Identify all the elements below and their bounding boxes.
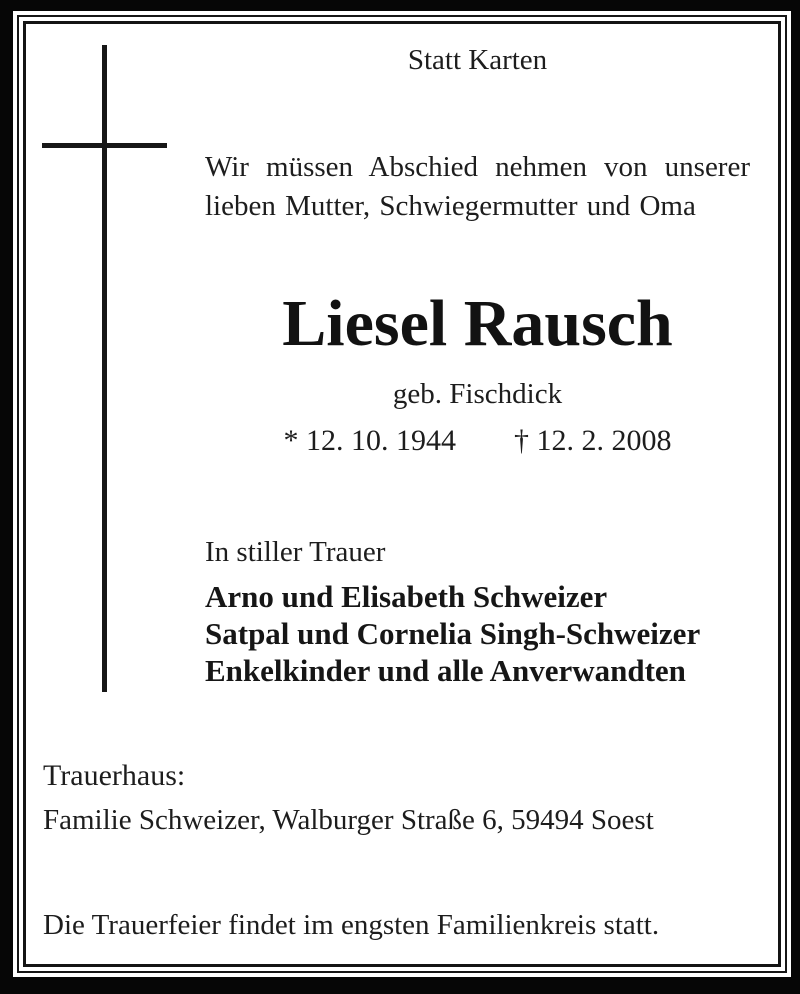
cross-horizontal-bar (42, 143, 167, 148)
mourner-line: Satpal und Cornelia Singh-Schweizer (205, 616, 701, 651)
mourning-intro: In stiller Trauer (205, 536, 386, 568)
mourner-line: Enkelkinder und alle Anverwandten (205, 653, 686, 688)
intro-line-1: Wir müssen Abschied nehmen von unserer (205, 151, 750, 183)
mourners-list (205, 578, 750, 689)
intro-line-2: lieben Mutter, Schwiegermutter und Oma (205, 190, 696, 222)
funeral-note: Die Trauerfeier findet im engsten Familienkreis statt. (43, 909, 660, 941)
death-date: † 12. 2. 2008 (514, 424, 672, 457)
trauerhaus-label: Trauerhaus: (43, 759, 186, 792)
maiden-name: geb. Fischdick (392, 378, 563, 410)
dates-row (205, 426, 750, 456)
trauerhaus-address: Familie Schweizer, Walburger Straße 6, 59494 Soest (43, 804, 654, 836)
mourner-line: Arno und Elisabeth Schweizer (205, 579, 608, 614)
birth-date: * 12. 10. 1944 (283, 424, 456, 457)
statt-karten-label: Statt Karten (407, 44, 548, 76)
intro-text (205, 148, 750, 226)
deceased-name: Liesel Rausch (282, 287, 673, 360)
